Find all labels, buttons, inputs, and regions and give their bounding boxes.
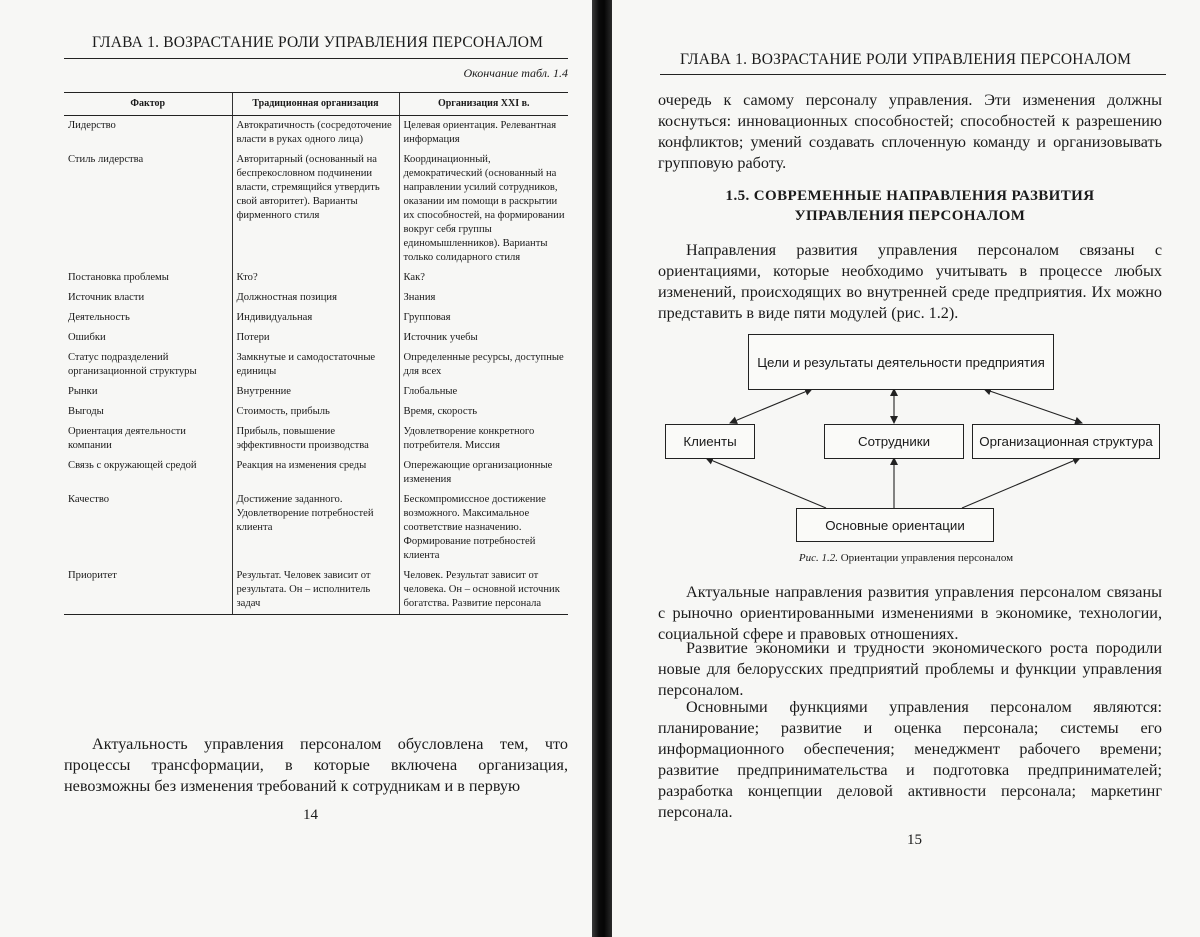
table-cell: Достижение заданного. Удовлетворение потребностей клиента (232, 490, 399, 566)
table-cell: Прибыль, повышение эффективности производства (232, 422, 399, 456)
table-cell: Внутренние (232, 382, 399, 402)
table-cell: Рынки (68, 386, 98, 397)
table-cell: Стоимость, прибыль (232, 402, 399, 422)
table-cell: Целевая ориентация. Релевантная информация (399, 116, 568, 151)
table-cell: Автократичность (сосредоточение власти в руках одного лица) (232, 116, 399, 151)
right-page (612, 0, 1200, 937)
table-row (64, 402, 568, 422)
running-head-left: ГЛАВА 1. ВОЗРАСТАНИЕ РОЛИ УПРАВЛЕНИЯ ПЕРСОНАЛОМ (92, 34, 544, 51)
section-title (660, 186, 1160, 226)
table-cell: Стиль лидерства (68, 154, 144, 165)
table-cell: Бескомпромиссное достижение возможного. Максимальное соответствие назначению. Формирование потребностей клиента (399, 490, 568, 566)
table-cell: Авторитарный (основанный на беспрекословном подчинении власти, стремящийся утвердить свой авторитет). Варианты фирменного стиля (232, 150, 399, 268)
column-header: Организация XXI в. (399, 93, 568, 116)
figure-caption-label: Рис. 1.2. (798, 552, 838, 564)
table-cell: Должностная позиция (232, 288, 399, 308)
table-caption: Окончание табл. 1.4 (463, 66, 568, 80)
table-cell: Координационный, демократический (основанный на направлении усилий сотрудников, оказании им помощи в раскрытии их способностей, на формировании вокруг себя группы единомышленников). Варианты только солидарного стиля (399, 150, 568, 268)
table-cell: Знания (399, 288, 568, 308)
table-cell: Кто? (232, 268, 399, 288)
header-rule (660, 74, 1166, 75)
page-number: 15 (907, 832, 922, 848)
table-cell: Потери (232, 328, 399, 348)
figure-caption (612, 552, 1200, 564)
table-row (64, 328, 568, 348)
table-cell: Определенные ресурсы, доступные для всех (399, 348, 568, 382)
arrow-bottom-right (962, 458, 1080, 508)
table-cell: Удовлетворение конкретного потребителя. Миссия (399, 422, 568, 456)
body-paragraph: Направления развития управления персоналом связаны с ориентациями, которые необходимо учитывать в процессе любых изменений, происходящих во внутренней среде предприятия. Их можно представить в виде пяти модулей (рис. 1.2). (658, 241, 1162, 322)
box-org-structure: Организационная структура (972, 424, 1160, 459)
table-row (64, 566, 568, 615)
table-cell: Групповая (399, 308, 568, 328)
table-row (64, 490, 568, 566)
page-number: 14 (303, 807, 318, 823)
table-row (64, 150, 568, 268)
table-row (64, 288, 568, 308)
box-employees: Сотрудники (824, 424, 964, 459)
arrow-bottom-left (706, 458, 826, 508)
orientation-diagram (662, 330, 1162, 545)
header-rule (64, 58, 568, 59)
table-row (64, 382, 568, 402)
box-clients: Клиенты (665, 424, 755, 459)
box-goals-results: Цели и результаты деятельности предприятия (748, 334, 1054, 390)
table-cell: Опережающие организационные изменения (399, 456, 568, 490)
table-row (64, 348, 568, 382)
table-cell: Реакция на изменения среды (232, 456, 399, 490)
table-cell: Время, скорость (399, 402, 568, 422)
table-cell: Человек. Результат зависит от человека. Он – основной источник богатства. Развитие персонала (399, 566, 568, 615)
arrow-top-right (984, 389, 1082, 423)
column-header: Фактор (64, 93, 232, 116)
section-title-line: 1.5. СОВРЕМЕННЫЕ НАПРАВЛЕНИЯ РАЗВИТИЯ (725, 188, 1095, 204)
comparison-table (64, 92, 568, 615)
body-paragraph: Развитие экономики и трудности экономического роста породили новые для белорусских предприятий проблемы и функции управления персоналом. (658, 639, 1162, 699)
table-cell: Статус подразделений организационной структуры (68, 352, 197, 377)
table-cell: Постановка проблемы (68, 272, 169, 283)
table-cell: Ошибки (68, 332, 106, 343)
left-page (0, 0, 592, 937)
table-cell: Качество (68, 494, 110, 505)
table-cell: Замкнутые и самодостаточные единицы (232, 348, 399, 382)
table-cell: Деятельность (68, 312, 130, 323)
table-cell: Ориентация деятельности компании (68, 426, 186, 451)
body-paragraph: очередь к самому персоналу управления. Эти изменения должны коснуться: инновационных способностей; способностей к разрешению конфликтов; умений создавать сплоченную команду и организовывать групповую работу. (658, 91, 1162, 172)
body-paragraph: Основными функциями управления персоналом являются: планирование; развитие и оценка персонала; системы его информационного обеспечения; менеджмент рабочего времени; развитие предпринимательства и подготовка предпринимателей; разработка концепции деловой активности персонала; маркетинг персонала. (658, 698, 1162, 821)
running-head-right: ГЛАВА 1. ВОЗРАСТАНИЕ РОЛИ УПРАВЛЕНИЯ ПЕРСОНАЛОМ (680, 51, 1132, 68)
table-cell: Лидерство (68, 120, 116, 131)
arrow-top-left (730, 389, 812, 423)
table-cell: Выгоды (68, 406, 104, 417)
section-title-line: УПРАВЛЕНИЯ ПЕРСОНАЛОМ (794, 208, 1026, 224)
table-cell: Как? (399, 268, 568, 288)
table-row (64, 422, 568, 456)
book-spine (592, 0, 612, 937)
box-main-orientations: Основные ориентации (796, 508, 994, 542)
table-cell: Источник учебы (399, 328, 568, 348)
table-row (64, 116, 568, 151)
table-cell: Результат. Человек зависит от результата. Он – исполнитель задач (232, 566, 399, 615)
figure-caption-text: Ориентации управления персоналом (840, 552, 1014, 564)
table-row (64, 268, 568, 288)
body-paragraph: Актуальность управления персоналом обусловлена тем, что процессы трансформации, в которые включена организация, невозможны без изменения требований к сотрудникам и в первую (64, 735, 568, 795)
table-cell: Индивидуальная (232, 308, 399, 328)
table-header-row (64, 93, 568, 116)
table-row (64, 308, 568, 328)
table-cell: Источник власти (68, 292, 145, 303)
column-header: Традиционная организация (232, 93, 399, 116)
body-paragraph: Актуальные направления развития управления персоналом связаны с рыночно ориентированными изменениями в экономике, технологии, социальной сфере и правовых отношениях. (658, 583, 1162, 643)
table-cell: Глобальные (399, 382, 568, 402)
table-cell: Связь с окружающей средой (68, 460, 197, 471)
table-row (64, 456, 568, 490)
table-cell: Приоритет (64, 566, 232, 615)
